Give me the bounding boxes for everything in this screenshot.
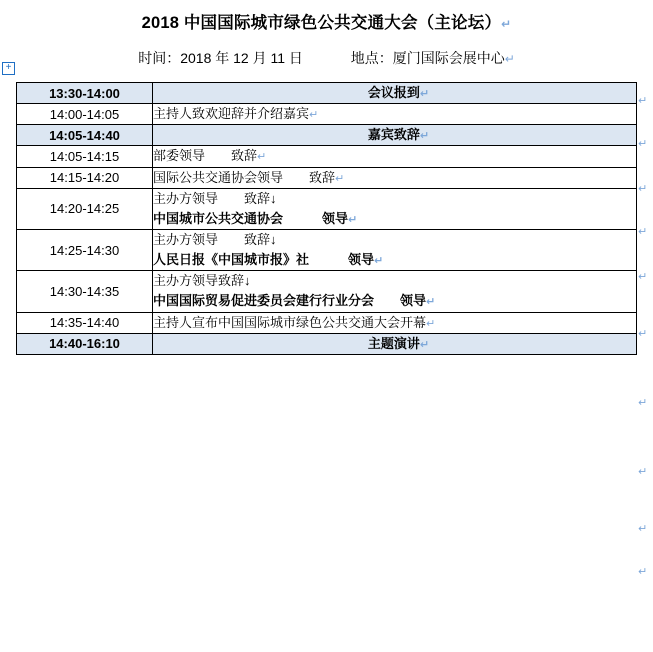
row-line-mark: ↵ [348, 213, 358, 226]
table-row [17, 104, 637, 125]
row-time: 14:05-14:40 [17, 125, 153, 146]
row-time: 14:35-14:40 [17, 312, 153, 333]
row-line [161, 125, 636, 145]
row-line-mark: ↵ [426, 296, 436, 309]
page-title-text: 2018 中国国际城市绿色公共交通大会（主论坛） [141, 14, 502, 32]
row-line [153, 313, 636, 333]
row-line-text: 国际公共交通协会领导 致辞 [153, 169, 336, 185]
row-time: 14:00-14:05 [17, 104, 153, 125]
row-line-text: 中国国际贸易促进委员会建行行业分会 领导 [153, 293, 427, 309]
row-line-text: 嘉宾致辞 [367, 127, 420, 143]
row-line [153, 168, 636, 188]
row-content [153, 167, 637, 188]
row-line [153, 189, 636, 209]
row-line-mark: ↵ [419, 88, 430, 100]
margin-mark: ↵ [638, 271, 648, 283]
row-line-text: 中国城市公共交通协会 领导 [153, 210, 349, 226]
agenda-table [16, 82, 637, 355]
table-row [17, 229, 637, 270]
row-content [153, 104, 637, 125]
row-content [153, 125, 637, 146]
row-line-mark: ↵ [257, 151, 267, 164]
row-line [153, 291, 636, 311]
margin-mark: ↵ [638, 226, 648, 238]
subtitle-time: 时间：2018 年 12 月 11 日 [138, 50, 303, 66]
margin-mark: ↵ [638, 523, 648, 535]
row-line-text: 主持人致欢迎辞并介绍嘉宾 [153, 106, 310, 122]
expand-icon[interactable]: + [2, 62, 15, 75]
row-line-text: 人民日报《中国城市报》社 领导 [153, 252, 375, 268]
row-line [153, 146, 636, 166]
page-title [0, 0, 653, 35]
row-line-text: 主办方领导 致辞↓ [153, 231, 277, 247]
row-time: 14:15-14:20 [17, 167, 153, 188]
row-time: 14:05-14:15 [17, 146, 153, 167]
row-line [153, 250, 636, 270]
row-line-text: 主办方领导 致辞↓ [153, 190, 277, 206]
row-line [153, 104, 636, 124]
table-row [17, 271, 637, 312]
table-row [17, 146, 637, 167]
subtitle-paragraph-mark: ↵ [504, 52, 515, 66]
margin-paragraph-marks [638, 62, 652, 578]
row-content [153, 83, 637, 104]
table-row [17, 167, 637, 188]
agenda-table-body [17, 83, 637, 355]
row-line-text: 主办方领导致辞↓ [153, 273, 251, 289]
row-line-mark: ↵ [419, 130, 430, 143]
row-line [153, 271, 636, 291]
margin-mark: ↵ [638, 328, 648, 340]
row-line-mark: ↵ [419, 338, 430, 351]
subtitle-place: 地点：厦门国际会展中心 [350, 50, 505, 66]
row-line-mark: ↵ [426, 317, 436, 330]
page-subtitle [0, 35, 653, 82]
row-line-mark: ↵ [309, 109, 319, 122]
table-row [17, 333, 637, 354]
margin-mark: ↵ [638, 566, 648, 578]
row-line [161, 83, 636, 103]
row-time: 13:30-14:00 [17, 83, 153, 104]
margin-mark: ↵ [638, 95, 648, 107]
row-line-mark: ↵ [335, 172, 345, 185]
row-line-text: 主持人宣布中国国际城市绿色公共交通大会开幕 [153, 314, 427, 330]
row-content [153, 333, 637, 354]
row-time: 14:30-14:35 [17, 271, 153, 312]
table-row [17, 188, 637, 229]
table-expand-marker[interactable] [2, 62, 16, 75]
row-time: 14:40-16:10 [17, 333, 153, 354]
title-paragraph-mark: ↵ [501, 17, 512, 31]
row-line-text: 部委领导 致辞 [153, 148, 258, 164]
row-line-text: 会议报到 [367, 85, 420, 100]
row-line [153, 230, 636, 250]
table-row [17, 83, 637, 104]
row-content [153, 271, 637, 312]
row-time: 14:20-14:25 [17, 188, 153, 229]
row-line [153, 209, 636, 229]
margin-mark: ↵ [638, 138, 648, 150]
row-line-mark: ↵ [374, 255, 384, 268]
row-time: 14:25-14:30 [17, 229, 153, 270]
margin-mark: ↵ [638, 183, 648, 195]
row-line [161, 334, 636, 354]
row-content [153, 146, 637, 167]
margin-mark: ↵ [638, 466, 648, 478]
row-content [153, 188, 637, 229]
table-row [17, 312, 637, 333]
row-content [153, 312, 637, 333]
row-line-text: 主题演讲 [367, 335, 420, 351]
row-content [153, 229, 637, 270]
margin-mark: ↵ [638, 397, 648, 409]
table-row [17, 125, 637, 146]
